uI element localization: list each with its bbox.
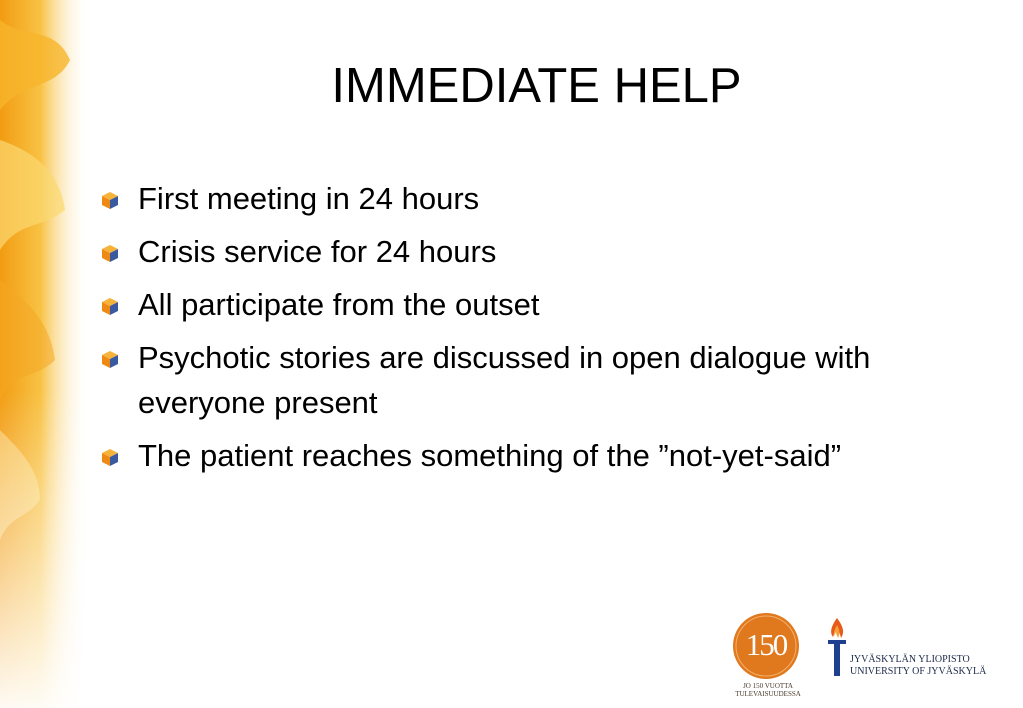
cube-bullet-icon (100, 243, 120, 263)
cube-bullet-icon (100, 296, 120, 316)
bullet-text: The patient reaches something of the ”not-yet-said” (138, 438, 842, 473)
bullet-text: First meeting in 24 hours (138, 181, 480, 216)
bullet-text: Psychotic stories are discussed in open dialogue with everyone present (138, 340, 871, 420)
slide-title: IMMEDIATE HELP (331, 59, 742, 113)
university-name-en: UNIVERSITY OF JYVÄSKYLÄ (850, 666, 987, 677)
university-logo (824, 616, 1014, 686)
bullet-text: All participate from the outset (138, 287, 540, 322)
bullet-item (98, 282, 948, 327)
bullet-text: Crisis service for 24 hours (138, 234, 497, 269)
anniversary-logo (728, 612, 810, 704)
cube-bullet-icon (100, 447, 120, 467)
bullet-item (98, 433, 948, 478)
university-name-fi: JYVÄSKYLÄN YLIOPISTO (850, 654, 970, 665)
bullet-item (98, 229, 948, 274)
anniversary-caption-line2: TULEVAISUUDESSA (735, 690, 801, 698)
bullet-list (98, 176, 948, 486)
torch-icon (824, 616, 850, 678)
bullet-item (98, 176, 948, 221)
university-name (850, 654, 986, 678)
bullet-item (98, 335, 948, 425)
anniversary-number: 150 (745, 627, 787, 662)
anniversary-caption-line1: JO 150 VUOTTA (743, 682, 793, 690)
anniversary-caption (728, 682, 808, 698)
cube-bullet-icon (100, 349, 120, 369)
cube-bullet-icon (100, 190, 120, 210)
